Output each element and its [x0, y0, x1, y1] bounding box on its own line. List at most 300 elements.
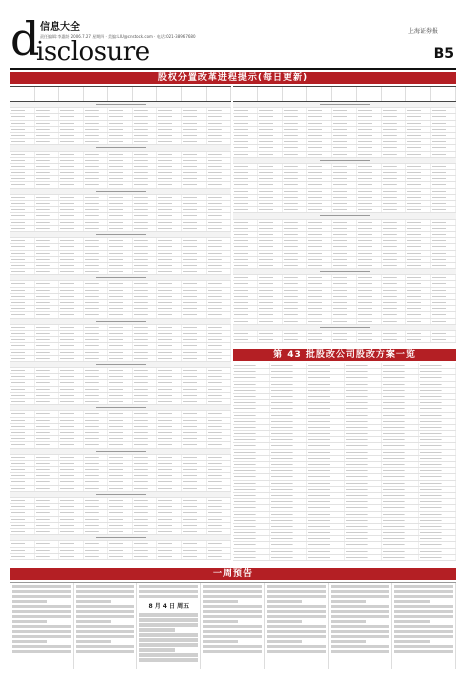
table-cell: [182, 158, 207, 163]
table-cell: [10, 312, 35, 317]
table-cell: [332, 294, 357, 299]
text-line: [139, 618, 198, 621]
table-cell: [35, 554, 60, 559]
table-cell: [307, 300, 332, 305]
table-cell: [431, 251, 456, 256]
text-line: [394, 595, 453, 598]
table-cell: [357, 139, 382, 144]
table-cell: [10, 399, 35, 404]
table-cell: [84, 152, 109, 157]
table-cell: [307, 369, 344, 374]
text-line: [203, 625, 262, 628]
table-cell: [35, 195, 60, 200]
table-cell: [108, 244, 133, 249]
table-cell: [233, 331, 258, 336]
table-cell: [207, 114, 232, 119]
table-cell: [84, 393, 109, 398]
table-cell: [382, 512, 419, 517]
table-cell: [233, 319, 258, 324]
table-rows: [233, 102, 456, 346]
table-cell: [406, 108, 431, 113]
table-cell: [10, 226, 35, 231]
table-cell: [59, 424, 84, 429]
table-cell: [91, 319, 151, 324]
table-cell: [233, 487, 270, 492]
table-cell: [10, 158, 35, 163]
table-cell: [431, 288, 456, 293]
table-cell: [233, 182, 258, 187]
table-cell: [382, 388, 419, 393]
table-cell: [307, 400, 344, 405]
table-cell: [431, 337, 456, 342]
weekly-column: [329, 583, 393, 669]
table-cell: [157, 331, 182, 336]
table-cell: [133, 288, 158, 293]
table-cell: [35, 455, 60, 460]
table-cell: [406, 294, 431, 299]
table-cell: [382, 145, 407, 150]
table-cell: [182, 176, 207, 181]
table-cell: [35, 325, 60, 330]
table-cell: [419, 505, 456, 510]
table-cell: [59, 436, 84, 441]
table-cell: [307, 474, 344, 479]
table-cell: [233, 288, 258, 293]
table-cell: [382, 518, 419, 523]
table-cell: [182, 374, 207, 379]
table-cell: [84, 158, 109, 163]
table-cell: [157, 139, 182, 144]
table-cell: [382, 431, 419, 436]
table-cell: [108, 350, 133, 355]
table-cell: [419, 468, 456, 473]
text-line: [394, 600, 429, 603]
table-cell: [307, 512, 344, 517]
table-cell: [10, 350, 35, 355]
table-cell: [357, 300, 382, 305]
table-cell: [10, 108, 35, 113]
table-cell: [431, 232, 456, 237]
table-cell: [182, 288, 207, 293]
table-cell: [258, 319, 283, 324]
table-cell: [307, 536, 344, 541]
table-cell: [10, 424, 35, 429]
table-cell: [233, 493, 270, 498]
table-cell: [233, 437, 270, 442]
table-cell: [431, 195, 456, 200]
table-cell: [233, 474, 270, 479]
text-line: [331, 645, 390, 648]
table-cell: [332, 275, 357, 280]
table-cell: [233, 176, 258, 181]
table-cell: [84, 418, 109, 423]
table-cell: [307, 220, 332, 225]
text-line: [12, 595, 71, 598]
table-cell: [133, 356, 158, 361]
table-cell: [108, 343, 133, 348]
table-cell: [35, 158, 60, 163]
table-cell: [419, 388, 456, 393]
table-cell: [419, 431, 456, 436]
table-cell: [35, 331, 60, 336]
table-cell: [35, 263, 60, 268]
table-cell: [133, 380, 158, 385]
table-cell: [10, 331, 35, 336]
table-cell: [108, 182, 133, 187]
table-cell: [157, 380, 182, 385]
text-line: [203, 595, 262, 598]
table-cell: [258, 133, 283, 138]
table-cell: [35, 238, 60, 243]
table-cell: [10, 300, 35, 305]
table-cell: [84, 554, 109, 559]
text-line: [331, 600, 366, 603]
text-line: [76, 620, 111, 623]
table-cell: [182, 479, 207, 484]
table-cell: [307, 468, 344, 473]
text-line: [331, 625, 390, 628]
table-cell: [84, 182, 109, 187]
table-cell: [84, 467, 109, 472]
table-cell: [59, 238, 84, 243]
table-cell: [315, 102, 375, 107]
table-cell: [182, 424, 207, 429]
table-cell: [84, 461, 109, 466]
text-line: [76, 605, 135, 608]
table-cell: [10, 251, 35, 256]
text-line: [12, 590, 71, 593]
table-cell: [207, 510, 232, 515]
table-cell: [108, 269, 133, 274]
table-cell: [283, 182, 308, 187]
table-cell: [307, 549, 344, 554]
table-cell: [157, 312, 182, 317]
table-cell: [157, 158, 182, 163]
table-cell: [207, 152, 232, 157]
table-cell: [283, 306, 308, 311]
table-cell: [84, 300, 109, 305]
table-cell: [133, 442, 158, 447]
text-line: [267, 605, 326, 608]
table-cell: [84, 288, 109, 293]
table-cell: [10, 529, 35, 534]
table-cell: [207, 182, 232, 187]
table-cell: [307, 530, 344, 535]
table-cell: [307, 456, 344, 461]
table-cell: [35, 300, 60, 305]
table-cell: [382, 306, 407, 311]
table-cell: [283, 263, 308, 268]
text-line: [76, 615, 135, 618]
table-cell: [406, 226, 431, 231]
table-cell: [406, 139, 431, 144]
masthead-word: isclosure: [36, 37, 150, 67]
table-cell: [10, 418, 35, 423]
table-cell: [157, 281, 182, 286]
table-cell: [382, 382, 419, 387]
table-cell: [233, 337, 258, 342]
table-cell: [108, 374, 133, 379]
table-cell: [406, 182, 431, 187]
table-cell: [207, 158, 232, 163]
table-cell: [108, 257, 133, 262]
table-cell: [307, 195, 332, 200]
table-cell: [182, 244, 207, 249]
text-line: [331, 610, 390, 613]
table-cell: [108, 220, 133, 225]
masthead-letter-d: d: [10, 12, 40, 66]
table-cell: [84, 504, 109, 509]
table-cell: [133, 399, 158, 404]
table-cell: [35, 257, 60, 262]
table-cell: [10, 504, 35, 509]
table-cell: [10, 436, 35, 441]
table-cell: [84, 269, 109, 274]
table-cell: [307, 152, 332, 157]
table-cell: [258, 232, 283, 237]
table-cell: [345, 549, 382, 554]
text-line: [203, 650, 262, 653]
table-cell: [382, 369, 419, 374]
table-cell: [157, 337, 182, 342]
table-cell: [10, 517, 35, 522]
table-cell: [332, 251, 357, 256]
table-cell: [270, 518, 307, 523]
table-cell: [157, 164, 182, 169]
table-cell: [133, 312, 158, 317]
table-cell: [258, 127, 283, 132]
table-cell: [382, 170, 407, 175]
table-cell: [59, 554, 84, 559]
table-cell: [182, 343, 207, 348]
text-line: [12, 610, 71, 613]
table-cell: [133, 479, 158, 484]
table-cell: [431, 294, 456, 299]
table-cell: [406, 232, 431, 237]
table-cell: [382, 462, 419, 467]
table-cell: [233, 375, 270, 380]
table-cell: [207, 350, 232, 355]
table-cell: [406, 306, 431, 311]
table-cell: [133, 244, 158, 249]
table-cell: [91, 405, 151, 410]
weekly-column: [74, 583, 138, 669]
table-cell: [108, 479, 133, 484]
table-cell: [270, 413, 307, 418]
table-cell: [233, 145, 258, 150]
table-cell: [35, 387, 60, 392]
table-cell: [233, 189, 258, 194]
table-cell: [59, 133, 84, 138]
table-cell: [270, 369, 307, 374]
table-cell: [270, 542, 307, 547]
table-cell: [59, 343, 84, 348]
table-cell: [133, 170, 158, 175]
table-cell: [233, 281, 258, 286]
table-cell: [108, 306, 133, 311]
table-cell: [182, 393, 207, 398]
table-cell: [182, 312, 207, 317]
table-cell: [345, 382, 382, 387]
table-cell: [382, 450, 419, 455]
table-cell: [84, 213, 109, 218]
table-cell: [10, 195, 35, 200]
table-cell: [91, 492, 151, 497]
table-cell: [307, 555, 344, 560]
table-cell: [419, 437, 456, 442]
table-cell: [382, 468, 419, 473]
table-cell: [35, 114, 60, 119]
table-cell: [382, 294, 407, 299]
table-cell: [59, 176, 84, 181]
table-cell: [233, 220, 258, 225]
text-line: [267, 590, 326, 593]
table-cell: [270, 481, 307, 486]
table-cell: [258, 226, 283, 231]
table-cell: [182, 133, 207, 138]
table-cell: [382, 419, 419, 424]
table-cell: [207, 164, 232, 169]
table-cell: [59, 467, 84, 472]
table-cell: [59, 368, 84, 373]
table-cell: [382, 207, 407, 212]
table-cell: [307, 182, 332, 187]
table-cell: [182, 220, 207, 225]
table-cell: [108, 325, 133, 330]
text-line: [76, 600, 111, 603]
table-cell: [133, 325, 158, 330]
table-cell: [182, 164, 207, 169]
table-cell: [419, 499, 456, 504]
table-cell: [182, 430, 207, 435]
table-cell: [345, 406, 382, 411]
table-cell: [84, 170, 109, 175]
table-cell: [258, 306, 283, 311]
table-cell: [157, 498, 182, 503]
table-cell: [307, 406, 344, 411]
table-cell: [233, 542, 270, 547]
table-cell: [233, 400, 270, 405]
table-cell: [207, 213, 232, 218]
table-cell: [157, 121, 182, 126]
table-cell: [382, 281, 407, 286]
table-cell: [419, 536, 456, 541]
table-cell: [157, 424, 182, 429]
table-cell: [270, 474, 307, 479]
table-cell: [84, 517, 109, 522]
table-cell: [307, 139, 332, 144]
text-line: [394, 645, 453, 648]
table-cell: [431, 170, 456, 175]
table-cell: [59, 152, 84, 157]
table-cell: [233, 121, 258, 126]
table-cell: [10, 461, 35, 466]
table-cell: [233, 555, 270, 560]
table-cell: [108, 121, 133, 126]
table-cell: [283, 170, 308, 175]
table-cell: [233, 133, 258, 138]
paper-logo: 上海证券报: [407, 28, 438, 35]
text-line: [394, 605, 453, 608]
table-cell: [307, 275, 332, 280]
table-cell: [10, 380, 35, 385]
table-cell: [10, 473, 35, 478]
table-cell: [431, 263, 456, 268]
table-cell: [182, 442, 207, 447]
table-cell: [258, 176, 283, 181]
table-cell: [35, 380, 60, 385]
table-cell: [270, 450, 307, 455]
table-cell: [84, 436, 109, 441]
table-cell: [406, 133, 431, 138]
table-cell: [84, 306, 109, 311]
table-cell: [283, 108, 308, 113]
table-cell: [84, 430, 109, 435]
table-cell: [207, 411, 232, 416]
table-cell: [84, 257, 109, 262]
table-cell: [332, 300, 357, 305]
table-cell: [35, 244, 60, 249]
table-cell: [270, 468, 307, 473]
table-cell: [35, 461, 60, 466]
table-cell: [345, 505, 382, 510]
table-cell: [307, 251, 332, 256]
table-cell: [59, 158, 84, 163]
table-cell: [345, 369, 382, 374]
table-cell: [35, 108, 60, 113]
table-cell: [10, 238, 35, 243]
table-cell: [35, 201, 60, 206]
table-cell: [345, 468, 382, 473]
table-cell: [382, 413, 419, 418]
table-cell: [283, 152, 308, 157]
table-cell: [233, 419, 270, 424]
table-cell: [332, 114, 357, 119]
text-line: [394, 590, 453, 593]
table-cell: [332, 170, 357, 175]
table-cell: [157, 306, 182, 311]
table-cell: [332, 108, 357, 113]
table-cell: [157, 195, 182, 200]
text-line: [76, 590, 135, 593]
table-cell: [332, 337, 357, 342]
table-cell: [233, 431, 270, 436]
table-cell: [84, 251, 109, 256]
table-cell: [35, 399, 60, 404]
table-cell: [84, 411, 109, 416]
table-cell: [157, 133, 182, 138]
table-cell: [59, 418, 84, 423]
table-cell: [283, 312, 308, 317]
table-cell: [431, 121, 456, 126]
table-cell: [332, 232, 357, 237]
table-cell: [233, 312, 258, 317]
table-cell: [84, 380, 109, 385]
table-cell: [182, 380, 207, 385]
table-header: [10, 86, 231, 102]
table-cell: [10, 281, 35, 286]
table-cell: [157, 554, 182, 559]
table-cell: [345, 493, 382, 498]
table-cell: [182, 498, 207, 503]
text-line: [267, 630, 326, 633]
table-cell: [10, 139, 35, 144]
text-line: [76, 595, 135, 598]
table-cell: [10, 541, 35, 546]
table-cell: [84, 498, 109, 503]
table-cell: [35, 548, 60, 553]
table-cell: [382, 530, 419, 535]
